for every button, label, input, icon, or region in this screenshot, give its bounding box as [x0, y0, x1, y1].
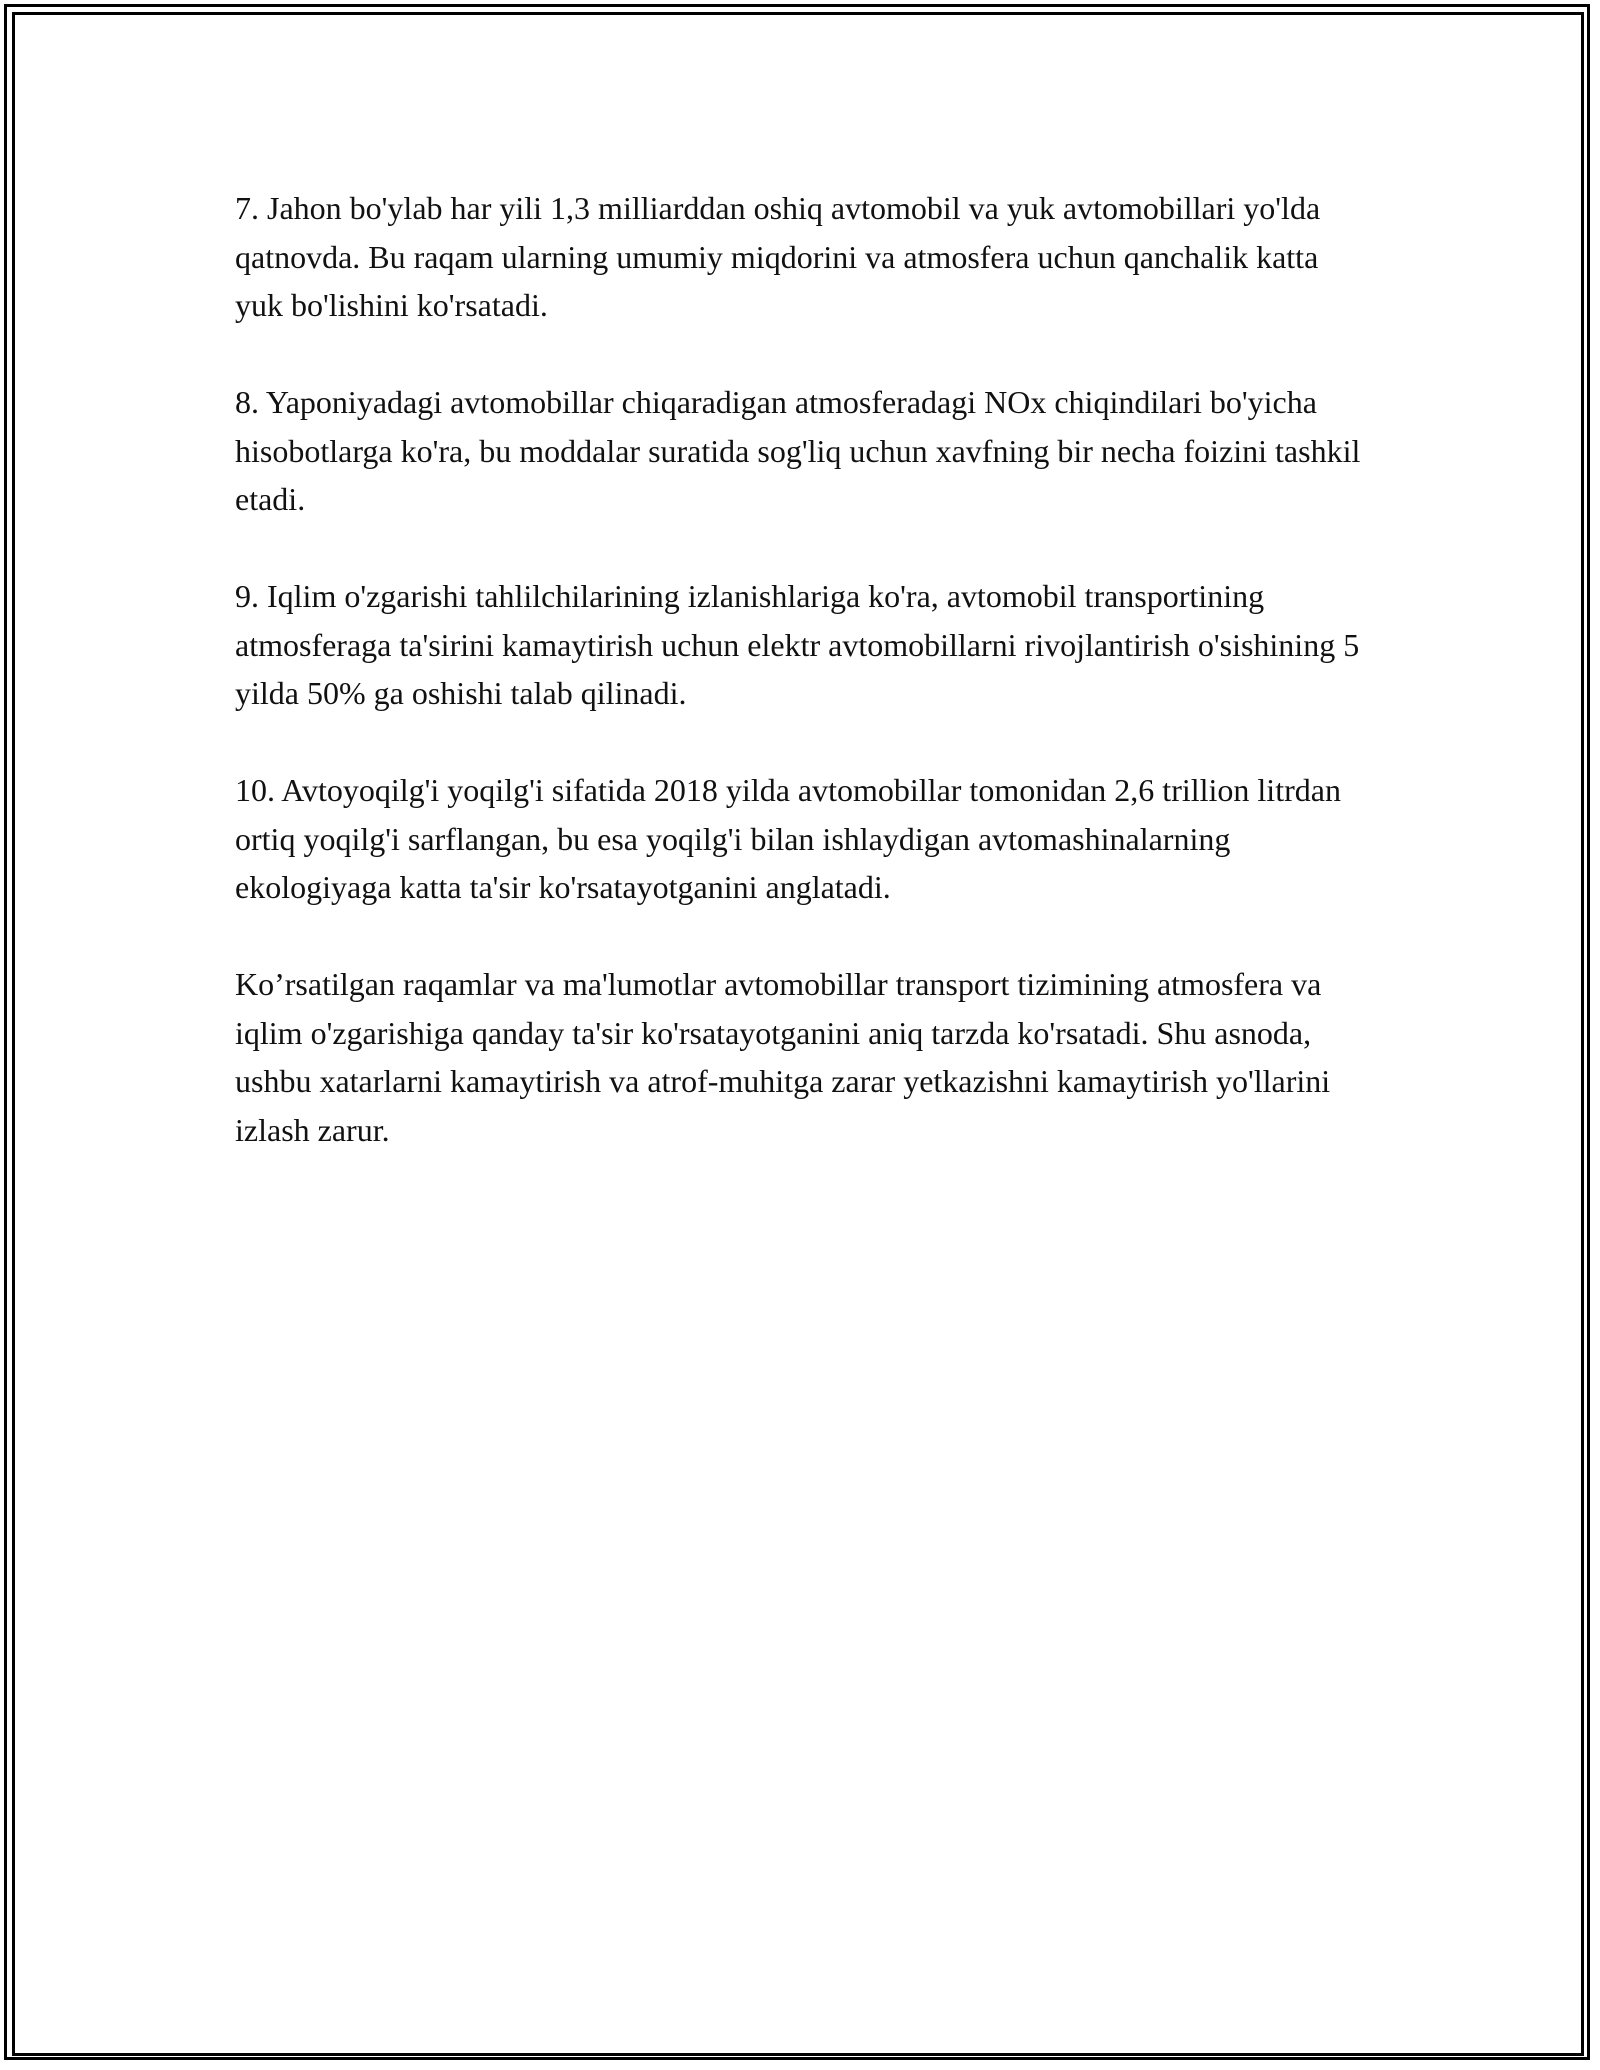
paragraph-item-7: 7. Jahon bo'ylab har yili 1,3 milliarddan oshiq avtomobil va yuk avtomobillari yo'lda qatnovda. Bu raqam ularning umumiy miqdorini va atmosfera uchun qanchalik katta yuk bo'lishini ko'rsatadi.: [235, 190, 1321, 323]
paragraph-item-10: 10. Avtoyoqilg'i yoqilg'i sifatida 2018 yilda avtomobillar tomonidan 2,6 trillion litrdan ortiq yoqilg'i sarflangan, bu esa yoqilg'i bilan ishlaydigan avtomashinalarning ekologiyaga katta ta'sir ko'rsatayotganini anglatadi.: [235, 772, 1341, 905]
paragraph-item-9: 9. Iqlim o'zgarishi tahlilchilarining izlanishlariga ko'ra, avtomobil transportining atmosferaga ta'sirini kamaytirish uchun elektr avtomobillarni rivojlantirish o'sishining 5 yilda 50% ga oshishi talab qilinadi.: [235, 578, 1360, 711]
document-body: [235, 184, 1365, 1203]
paragraph-item-8: 8. Yaponiyadagi avtomobillar chiqaradigan atmosferadagi NOx chiqindilari bo'yicha hisobotlarga ko'ra, bu moddalar suratida sog'liq uchun xavfning bir necha foizini tashkil etadi.: [235, 384, 1361, 517]
paragraph-conclusion: Ko’rsatilgan raqamlar va ma'lumotlar avtomobillar transport tizimining atmosfera va iqlim o'zgarishiga qanday ta'sir ko'rsatayotganini aniq tarzda ko'rsatadi. Shu asnoda, ushbu xatarlarni kamaytirish va atrof-muhitga zarar yetkazishni kamaytirish yo'llarini izlash zarur.: [235, 966, 1331, 1148]
